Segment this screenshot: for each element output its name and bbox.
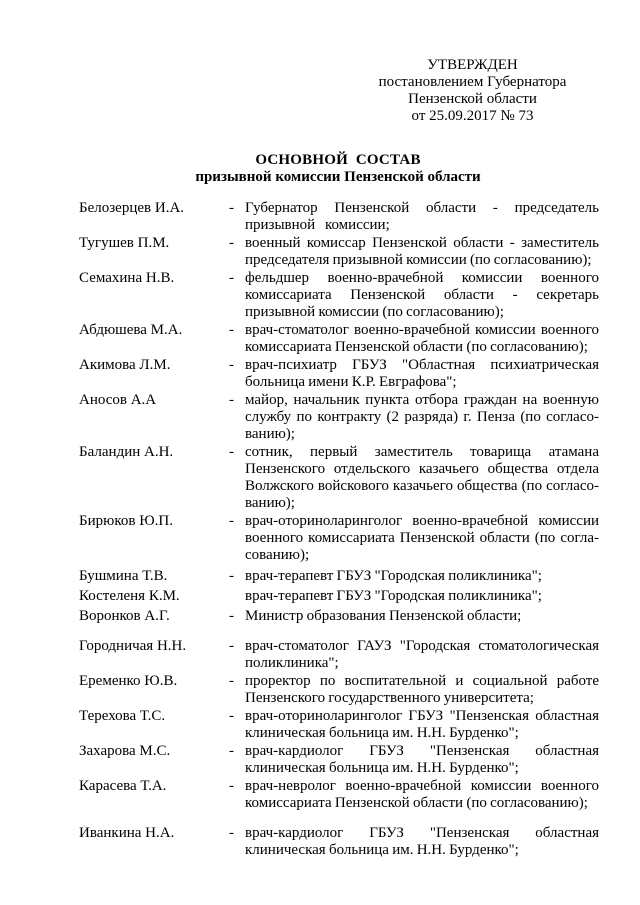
member-name: Еременко Ю.В.: [79, 673, 178, 689]
member-name: Акимова Л.М.: [79, 357, 171, 373]
member-role: врач-оториноларинголог военно-врачебной комиссии военного комиссариата Пензенской области (по согла-сованию);: [245, 513, 599, 563]
member-dash: -: [229, 270, 234, 286]
member-name: Терехова Т.С.: [79, 708, 166, 724]
member-row: [79, 392, 599, 443]
member-dash: -: [229, 638, 234, 654]
approval-region: Пензенской области: [408, 91, 537, 107]
member-row: [79, 444, 599, 512]
member-name: Тугушев П.М.: [79, 235, 170, 251]
member-name: Белозерцев И.А.: [79, 200, 185, 216]
member-role: фельдшер военно-врачебной комиссии военного комиссариата Пензенской области - секретарь призывной комиссии (по согласованию);: [245, 270, 599, 320]
member-row: [79, 743, 599, 777]
member-name: Бушмина Т.В.: [79, 568, 168, 584]
document-title-subtitle: призывной комиссии Пензенской области: [195, 169, 481, 185]
member-name: Иванкина Н.А.: [79, 825, 175, 841]
member-row: [79, 270, 599, 321]
member-row: [79, 588, 599, 605]
approval-block: [360, 57, 585, 125]
member-dash: -: [229, 235, 234, 251]
member-role: врач-терапевт ГБУЗ "Городская поликлиника";: [245, 588, 542, 604]
member-name: Карасева Т.А.: [79, 778, 167, 794]
member-row: [79, 708, 599, 742]
member-row: [79, 200, 599, 234]
member-role: проректор по воспитательной и социальной работе Пензенского государственного университета;: [245, 673, 599, 706]
member-row: [79, 778, 599, 812]
member-role: врач-кардиолог ГБУЗ "Пензенская областная клиническая больница им. Н.Н. Бурденко";: [245, 743, 599, 776]
member-dash: -: [229, 708, 234, 724]
member-row: [79, 568, 599, 585]
document-title-main: ОСНОВНОЙ СОСТАВ: [255, 152, 421, 168]
member-dash: -: [229, 568, 234, 584]
member-name: Захарова М.С.: [79, 743, 171, 759]
member-name: Воронков А.Г.: [79, 608, 170, 624]
member-row: [79, 322, 599, 356]
member-row: [79, 357, 599, 391]
member-role: врач-психиатр ГБУЗ "Областная психиатрическая больница имени К.Р. Евграфова";: [245, 357, 599, 390]
member-role: врач-невролог военно-врачебной комиссии военного комиссариата Пензенской области (по согласованию);: [245, 778, 599, 811]
approval-heading: УТВЕРЖДЕН: [427, 57, 518, 73]
member-dash: -: [229, 322, 234, 338]
member-dash: -: [229, 444, 234, 460]
member-dash: -: [229, 743, 234, 759]
member-role: врач-стоматолог ГАУЗ "Городская стоматологическая поликлиника";: [245, 638, 599, 671]
members-list: [79, 200, 599, 859]
member-role: врач-оториноларинголог ГБУЗ "Пензенская областная клиническая больница им. Н.Н. Бурденко";: [245, 708, 599, 741]
member-dash: -: [229, 392, 234, 408]
member-row: [79, 673, 599, 707]
member-dash: -: [229, 513, 234, 529]
approval-decree: постановлением Губернатора: [378, 74, 567, 90]
member-dash: -: [229, 673, 234, 689]
member-row: [79, 825, 599, 859]
member-role: врач-терапевт ГБУЗ "Городская поликлиника";: [245, 568, 542, 584]
member-name: Баландин А.Н.: [79, 444, 174, 460]
member-role: майор, начальник пункта отбора граждан на военную службу по контракту (2 разряда) г. Пенза (по согласо-ванию);: [245, 392, 599, 442]
member-dash: -: [229, 825, 234, 841]
member-name: Абдюшева М.А.: [79, 322, 183, 338]
member-name: Городничая Н.Н.: [79, 638, 187, 654]
member-row: [79, 235, 599, 269]
document-title: [60, 152, 616, 186]
member-dash: -: [229, 357, 234, 373]
member-role: Губернатор Пензенской области - председатель призывной комиссии;: [245, 200, 599, 233]
member-row: [79, 638, 599, 672]
member-name: Костеленя К.М.: [79, 588, 180, 604]
member-name: Бирюков Ю.П.: [79, 513, 173, 529]
member-role: врач-кардиолог ГБУЗ "Пензенская областная клиническая больница им. Н.Н. Бурденко";: [245, 825, 599, 858]
member-row: [79, 513, 599, 564]
member-dash: -: [229, 778, 234, 794]
member-name: Семахина Н.В.: [79, 270, 175, 286]
member-dash: -: [229, 608, 234, 624]
member-role: сотник, первый заместитель товарища атамана Пензенского отдельского казачьего общества отдела Волжского войскового казачьего общества (по согласо-ванию);: [245, 444, 599, 511]
member-name: Аносов А.А: [79, 392, 157, 408]
member-row: [79, 608, 599, 625]
member-dash: -: [229, 200, 234, 216]
member-role: врач-стоматолог военно-врачебной комиссии военного комиссариата Пензенской области (по согласованию);: [245, 322, 599, 355]
approval-date-number: от 25.09.2017 № 73: [411, 108, 534, 124]
member-role: Министр образования Пензенской области;: [245, 608, 522, 624]
member-role: военный комиссар Пензенской области - заместитель председателя призывной комиссии (по согласованию);: [245, 235, 599, 268]
